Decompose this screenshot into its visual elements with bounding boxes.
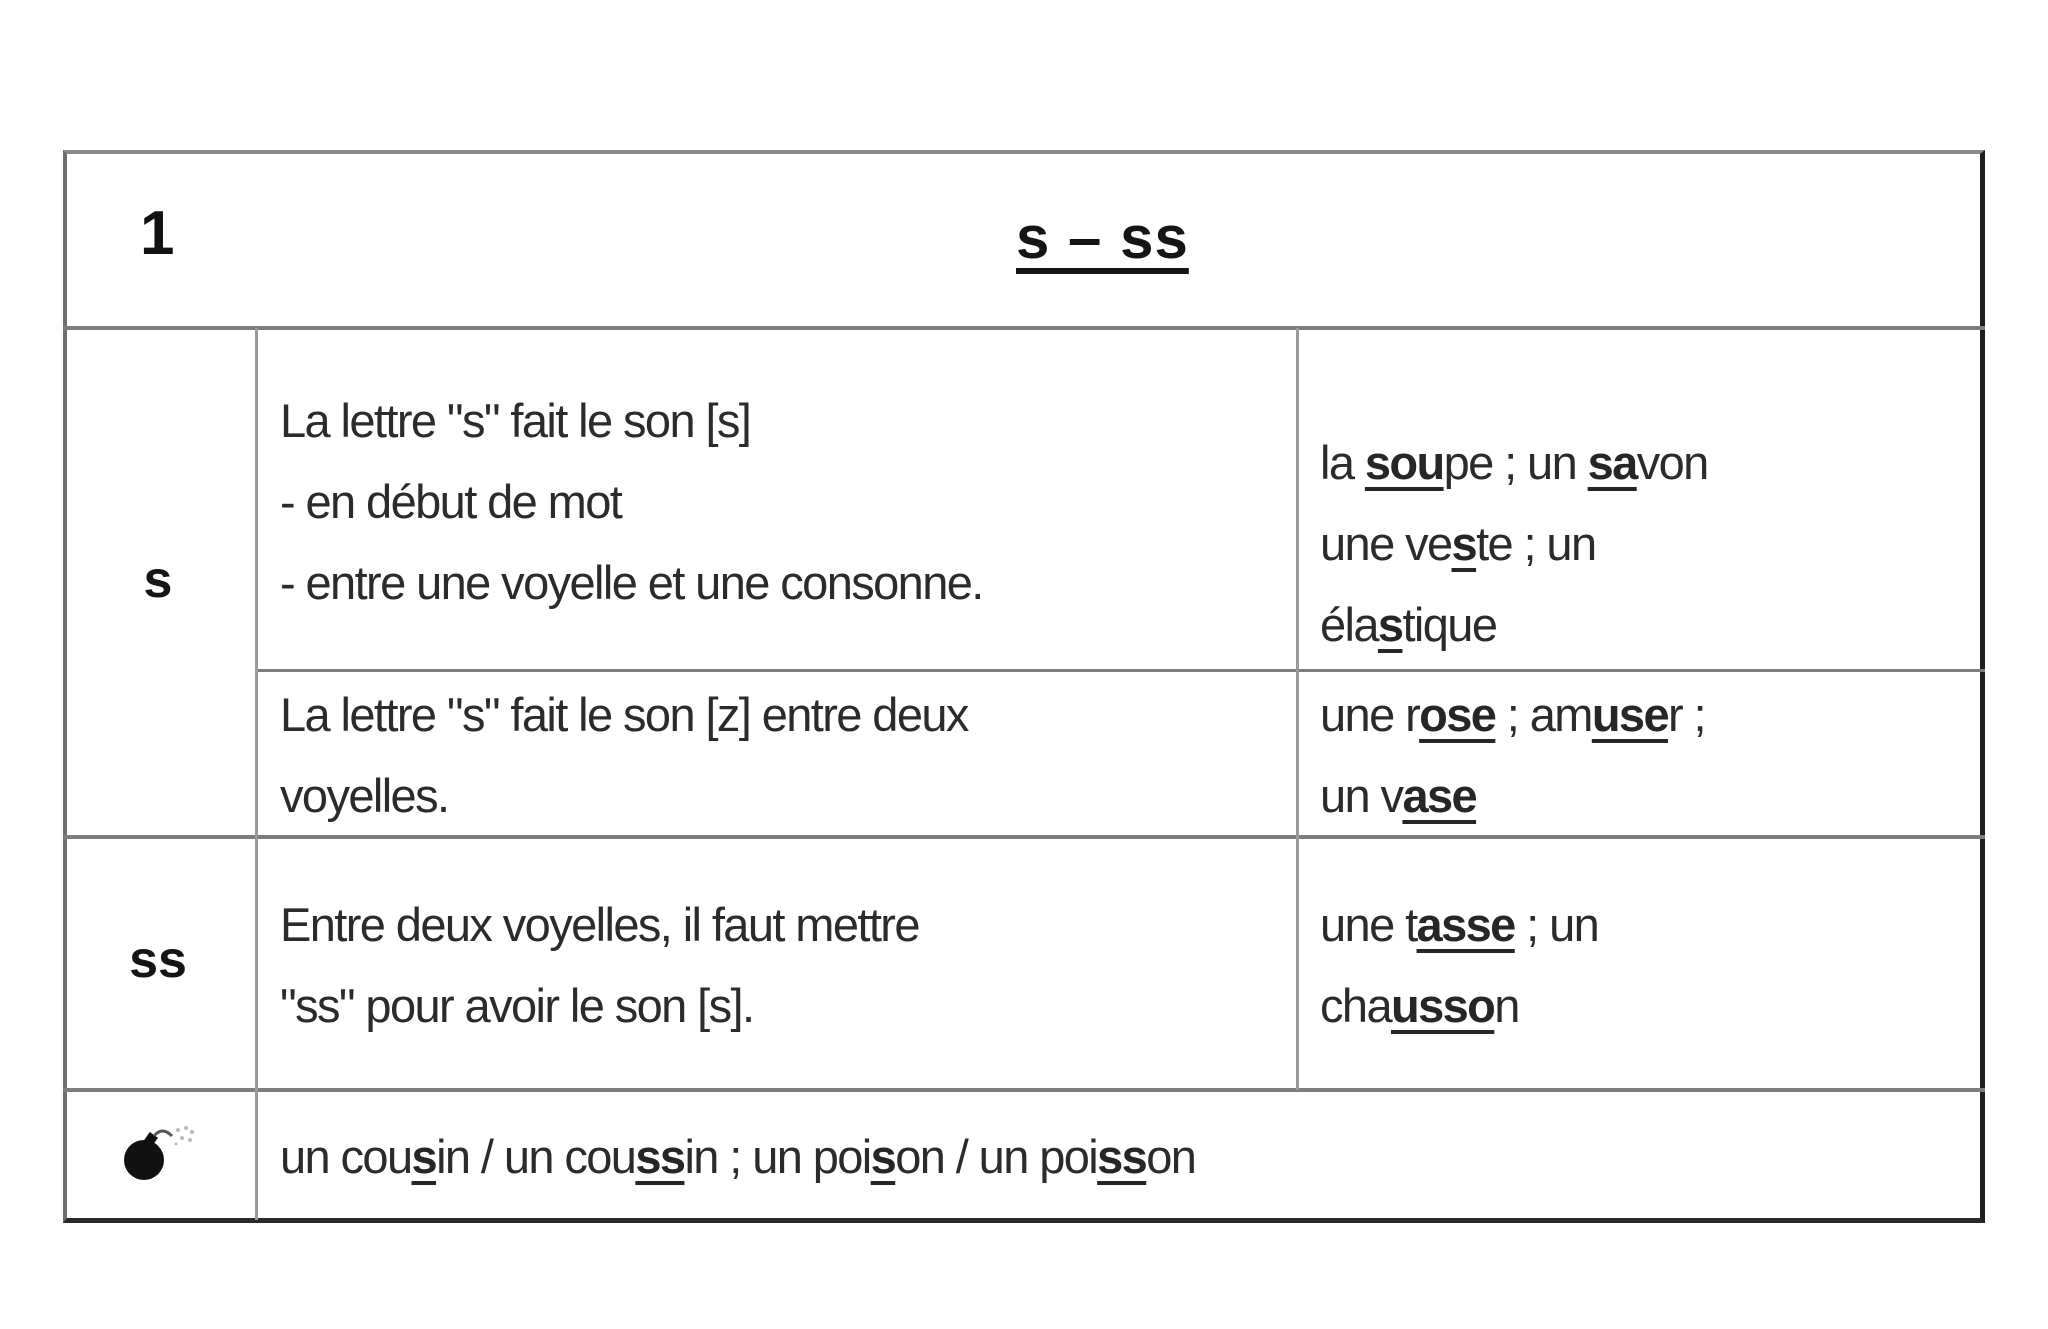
text-segment: tique xyxy=(1402,598,1497,651)
text-segment: éla xyxy=(1320,598,1378,651)
highlighted-letters: sa xyxy=(1587,436,1637,489)
text-segment: von xyxy=(1636,436,1708,489)
highlighted-letters: sou xyxy=(1364,436,1444,489)
highlighted-letters: s xyxy=(870,1130,896,1183)
highlighted-letters: asse xyxy=(1416,898,1515,951)
examples-s-initial xyxy=(1320,422,1708,665)
rule-ss xyxy=(280,884,919,1046)
example-line xyxy=(1320,884,1598,965)
sheet-number: 1 xyxy=(140,199,175,268)
highlighted-letters: ose xyxy=(1419,688,1496,741)
rule-line: voyelles. xyxy=(280,769,449,822)
divider-example-col xyxy=(1296,328,1299,1090)
text-segment: une t xyxy=(1320,898,1417,951)
sheet-title: s – ss xyxy=(1016,204,1189,271)
highlighted-letters: usso xyxy=(1390,979,1495,1032)
divider-ss-warning xyxy=(63,1088,1985,1092)
rule-line: - entre une voyelle et une consonne. xyxy=(280,556,983,609)
text-segment: ; am xyxy=(1495,688,1592,741)
text-segment: on xyxy=(1146,1130,1196,1183)
text-segment: pe ; un xyxy=(1443,436,1588,489)
highlighted-letters: s xyxy=(1377,598,1403,651)
rule-s-initial xyxy=(280,380,983,623)
text-segment: n xyxy=(1494,979,1519,1032)
text-segment: te ; un xyxy=(1476,517,1596,570)
highlighted-letters: ss xyxy=(1097,1130,1147,1183)
text-segment: r ; xyxy=(1668,688,1705,741)
bomb-icon xyxy=(120,1122,210,1184)
example-line xyxy=(1320,422,1708,503)
rule-s-z xyxy=(280,674,968,836)
examples-ss xyxy=(1320,884,1598,1046)
example-line xyxy=(1320,584,1708,665)
example-line xyxy=(1320,755,1705,836)
text-segment: on / un poi xyxy=(895,1130,1098,1183)
rule-line: Entre deux voyelles, il faut mettre xyxy=(280,898,919,951)
text-segment: un cou xyxy=(280,1130,412,1183)
divider-header xyxy=(63,326,1985,330)
text-segment: une ve xyxy=(1320,517,1452,570)
highlighted-letters: use xyxy=(1591,688,1669,741)
text-segment: in ; un poi xyxy=(684,1130,871,1183)
text-segment: un v xyxy=(1320,769,1403,822)
warning-examples xyxy=(280,1116,1195,1197)
divider-label-col xyxy=(255,328,258,1220)
text-segment: cha xyxy=(1320,979,1391,1032)
examples-s-z xyxy=(1320,674,1705,836)
rule-line: "ss" pour avoir le son [s]. xyxy=(280,979,754,1032)
rule-line: La lettre "s" fait le son [z] entre deux xyxy=(280,688,968,741)
row-label-s: s xyxy=(143,551,173,609)
text-segment: la xyxy=(1320,436,1365,489)
example-line xyxy=(1320,503,1708,584)
text-segment: une r xyxy=(1320,688,1420,741)
example-line xyxy=(1320,965,1598,1046)
rule-line: - en début de mot xyxy=(280,475,622,528)
highlighted-letters: ase xyxy=(1402,769,1477,822)
highlighted-letters: s xyxy=(411,1130,437,1183)
divider-s-subrows xyxy=(256,669,1985,672)
highlighted-letters: s xyxy=(1451,517,1477,570)
highlighted-letters: ss xyxy=(635,1130,685,1183)
text-segment: ; un xyxy=(1514,898,1599,951)
text-segment: in / un cou xyxy=(436,1130,636,1183)
example-line xyxy=(1320,674,1705,755)
rule-line: La lettre "s" fait le son [s] xyxy=(280,394,751,447)
row-label-ss: ss xyxy=(129,931,187,989)
